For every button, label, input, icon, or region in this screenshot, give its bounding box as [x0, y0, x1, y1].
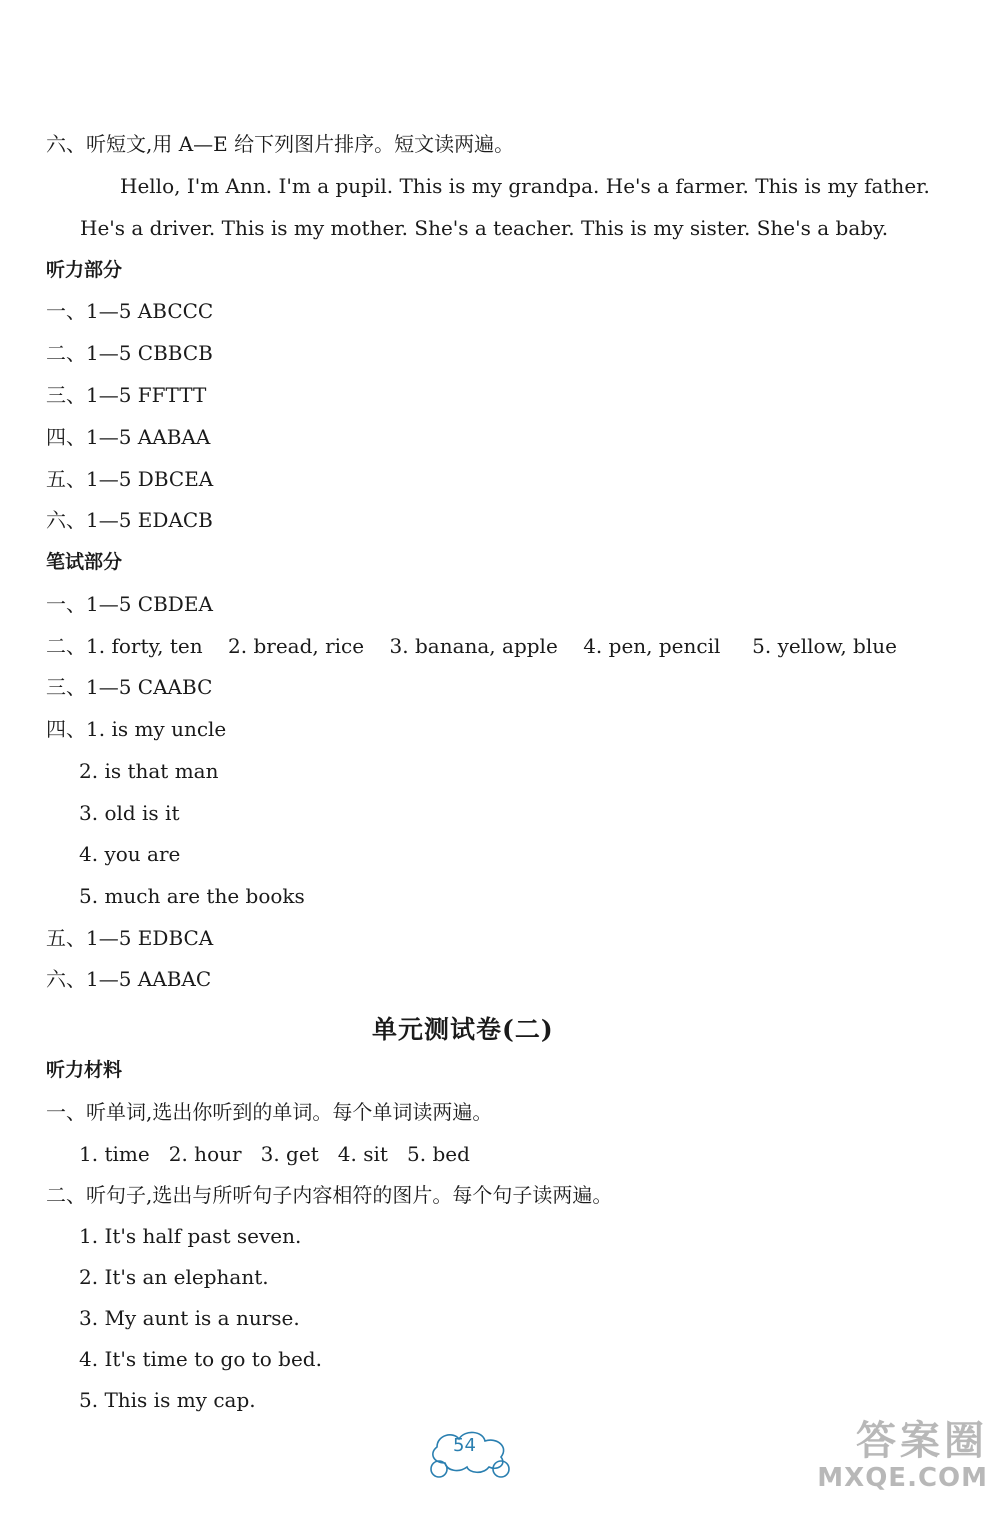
listening-answer-5: 五、1—5 DBCEA: [46, 467, 214, 491]
listening-answer-2: 二、1—5 CBBCB: [46, 341, 213, 365]
page-number-badge: [425, 1425, 515, 1480]
written-answer-3: 三、1—5 CAABC: [46, 675, 213, 699]
written-answer-4-2: 2. is that man: [79, 759, 219, 783]
written-answer-2: 二、1. forty, ten 2. bread, rice 3. banana, apple 4. pen, pencil 5. yellow, blue: [46, 634, 897, 658]
material-q1-heading: 一、听单词,选出你听到的单词。每个单词读两遍。: [46, 1100, 493, 1124]
material-q2-sentence-3: 3. My aunt is a nurse.: [79, 1306, 300, 1330]
written-part-heading: 笔试部分: [46, 551, 123, 573]
material-q1-words: 1. time 2. hour 3. get 4. sit 5. bed: [79, 1142, 470, 1166]
written-answer-4-5: 5. much are the books: [79, 884, 305, 908]
written-answer-4-4: 4. you are: [79, 842, 181, 866]
watermark-bottom-text: MXQE.COM: [817, 1463, 988, 1493]
watermark-logo: [817, 1419, 988, 1493]
watermark-top-text: 答案圈: [856, 1418, 988, 1464]
listening-answer-4: 四、1—5 AABAA: [46, 425, 211, 449]
listening-answer-3: 三、1—5 FFTTT: [46, 383, 207, 407]
written-answer-6: 六、1—5 AABAC: [46, 967, 212, 991]
material-q2-sentence-1: 1. It's half past seven.: [79, 1224, 302, 1248]
unit-test-title: 单元测试卷(二): [372, 1015, 554, 1044]
written-answer-5: 五、1—5 EDBCA: [46, 926, 214, 950]
written-answer-4-3: 3. old is it: [79, 801, 180, 825]
written-answer-4-1: 四、1. is my uncle: [46, 717, 227, 741]
section6-passage-line2: He's a driver. This is my mother. She's a teacher. This is my sister. She's a baby.: [80, 216, 889, 240]
written-answer-1: 一、1—5 CBDEA: [46, 592, 213, 616]
listening-part-heading: 听力部分: [46, 259, 123, 281]
listening-answer-6: 六、1—5 EDACB: [46, 508, 213, 532]
material-q2-sentence-4: 4. It's time to go to bed.: [79, 1347, 322, 1371]
section6-passage-line1: Hello, I'm Ann. I'm a pupil. This is my grandpa. He's a farmer. This is my father.: [120, 174, 930, 198]
listening-answer-1: 一、1—5 ABCCC: [46, 299, 214, 323]
listening-material-heading: 听力材料: [46, 1059, 123, 1081]
material-q2-sentence-5: 5. This is my cap.: [79, 1388, 256, 1412]
material-q2-sentence-2: 2. It's an elephant.: [79, 1265, 269, 1289]
material-q2-heading: 二、听句子,选出与所听句子内容相符的图片。每个句子读两遍。: [46, 1183, 613, 1207]
page-number: 54: [453, 1435, 476, 1456]
section6-heading: 六、听短文,用 A—E 给下列图片排序。短文读两遍。: [46, 132, 515, 156]
